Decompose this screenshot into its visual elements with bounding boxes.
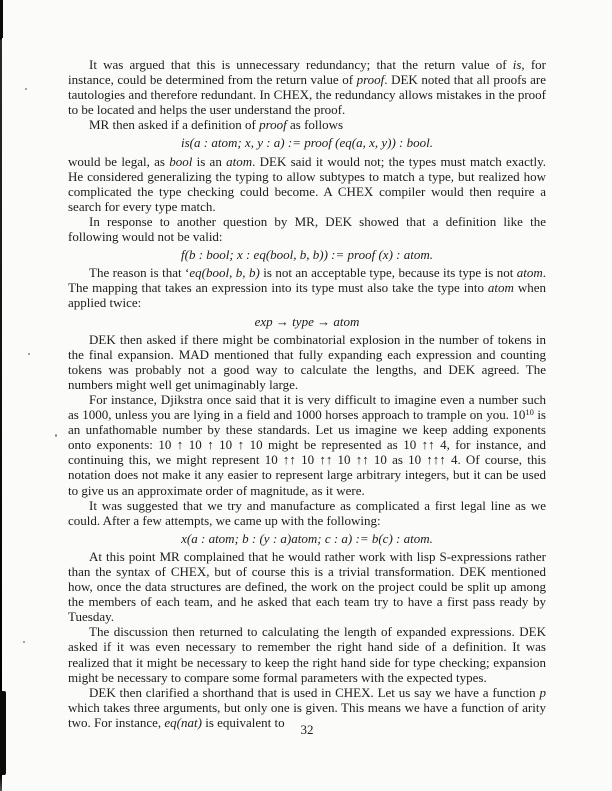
scan-speck <box>28 353 30 355</box>
paragraph: For instance, Djikstra once said that it is very difficult to imagine even a number such as 1000, unless you are lying in a field and 1000 horses approach to trample on you. $10^{10}$ is an unfathomable number by these standards. Let us imagine we keep adding exponents onto exponents: 10 ↑ 10 ↑ 10 ↑ 10 might be represented as 10 ↑↑ 4, for instance, and continuing this, we might represent 10 ↑↑ 10 ↑↑ 10 ↑↑ 10 as 10 ↑↑↑ 4. Of course, this notation does not make it any easier to represent large arbitrary integers, but it can be used to give us an approximate order of magnitude, as it were. <box>68 391 546 498</box>
paragraph: It was argued that this is unnecessary redundancy; that the return value of is, for instance, could be determined from the return value of proof. DEK noted that all proofs are tautologies and therefore redundant. In CHEX, the redundancy allows mistakes in the proof to be located and helps the user understand the proof. <box>68 57 546 118</box>
paragraph: MR then asked if a definition of proof as follows <box>89 117 344 133</box>
formula: f(b : bool; x : eq(bool, b, b)) := proof (x) : atom. <box>181 247 433 263</box>
paragraph: would be legal, as bool is an atom. DEK said it would not; the types must match exactly. He considered generalizing the typing to allow subtypes to match a type, but realized how complicated the type checking could become. A CHEX compiler would then require a search for every type match. <box>68 153 546 214</box>
scan-edge-top-artifact <box>0 0 3 38</box>
paragraph: In response to another question by MR, DEK showed that a definition like the following would not be valid: <box>68 213 546 245</box>
page-number: 32 <box>300 722 314 737</box>
scan-edge-artifact <box>0 0 2 791</box>
scan-speck <box>25 88 27 90</box>
formula: is(a : atom; x, y : a) := proof (eq(a, x, y)) : bool. <box>181 135 433 151</box>
text-block <box>68 57 546 730</box>
paragraph: DEK then clarified a shorthand that is used in CHEX. Let us say we have a function p which takes three arguments, but only one is given. This means we have a function of arity two. For instance, eq(nat) is equivalent to <box>68 684 546 730</box>
paragraph: The reason is that ‘eq(bool, b, b) is not an acceptable type, because its type is not atom. The mapping that takes an expression into its type must also take the type into atom when applied twice: <box>68 265 546 311</box>
scan-blob-artifact <box>0 691 6 775</box>
scan-speck <box>55 434 57 437</box>
paragraph: DEK then asked if there might be combinatorial explosion in the number of tokens in the final expansion. MAD mentioned that fully expanding each expression and counting tokens was probably not a good way to calculate the lengths, and DEK agreed. The numbers might well get unimaginably large. <box>68 331 546 392</box>
formula: x(a : atom; b : (y : a)atom; c : a) := b(c) : atom. <box>181 530 433 546</box>
paragraph: The discussion then returned to calculating the length of expanded expressions. DEK asked if it was even necessary to remember the right hand side of a definition. It was realized that it might be necessary to keep the right hand side for type checking; expansion might be necessary to compare some formal parameters with the expected types. <box>68 624 546 685</box>
scan-speck <box>23 641 25 643</box>
paragraph: It was suggested that we try and manufacture as complicated a first legal line as we could. After a few attempts, we came up with the following: <box>68 497 546 528</box>
formula: exp → type → atom <box>254 313 360 329</box>
paragraph: At this point MR complained that he would rather work with lisp S-expressions rather than the syntax of CHEX, but of course this is a trivial transformation. DEK mentioned how, once the data structures are defined, the work on the project could be split up among the members of each team, and he asked that each team try to have a first pass ready by Tuesday. <box>68 548 546 625</box>
